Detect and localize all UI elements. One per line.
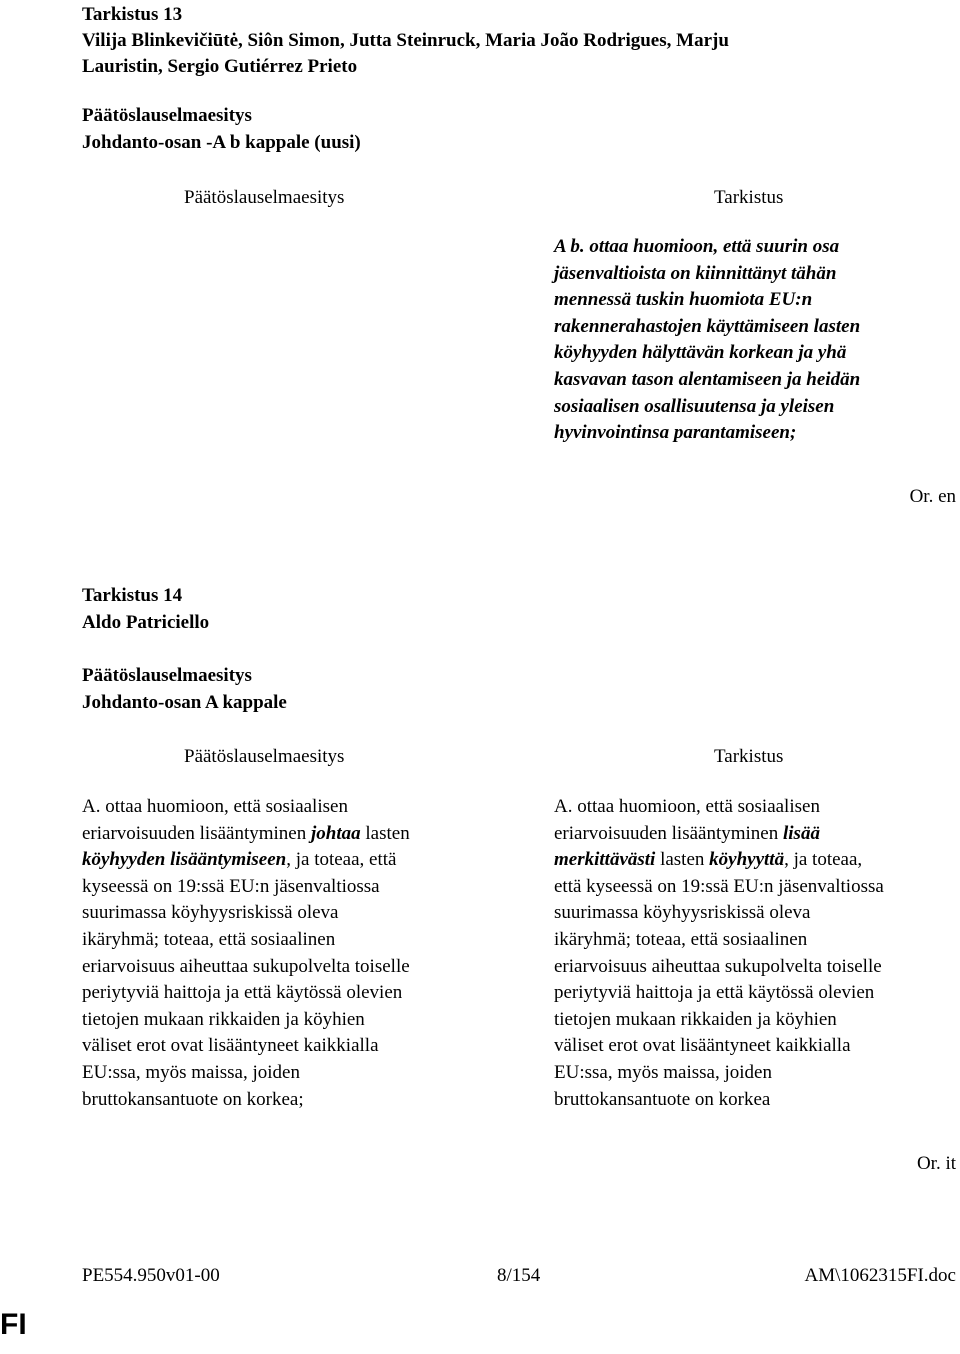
right-text-line: eriarvoisuus aiheuttaa sukupolvelta toiselle (554, 955, 882, 977)
left-text-line: bruttokansantuote on korkea; (82, 1088, 304, 1110)
amendment-13-right-line: mennessä tuskin huomiota EU:n (554, 289, 813, 311)
amendment-14-left-text (82, 794, 410, 1113)
left-text-line: suurimassa köyhyysriskissä oleva (82, 902, 339, 924)
right-text-line: väliset erot ovat lisääntyneet kaikkialla (554, 1035, 851, 1057)
left-text-line: periytyviä haittoja ja että käytössä olevien (82, 982, 403, 1004)
left-text-line: eriarvoisuuden lisääntyminen johtaa lasten (82, 822, 410, 844)
amendment-14-right-header: Tarkistus (714, 746, 784, 767)
right-text-line: EU:ssa, myös maissa, joiden (554, 1061, 772, 1083)
left-text-line: tietojen mukaan rikkaiden ja köyhien (82, 1008, 365, 1030)
left-text-line: A. ottaa huomioon, että sosiaalisen (82, 796, 348, 817)
amendment-13-right-line: A b. ottaa huomioon, että suurin osa (554, 236, 840, 257)
amendment-13-right-line: jäsenvaltioista on kiinnittänyt tähän (554, 262, 837, 284)
amendment-13-right-line: köyhyyden hälyttävän korkean ja yhä (554, 342, 847, 364)
amendment-14-left-header: Päätöslauselmaesitys (184, 746, 345, 767)
inserted-text: köyhyyttä (709, 849, 785, 871)
amendment-13-right-header: Tarkistus (714, 187, 784, 208)
footer-file-name: AM\1062315FI.doc (804, 1265, 956, 1286)
amendment-13-doc-type: Päätöslauselmaesitys (82, 105, 252, 126)
language-code: FI (0, 1308, 27, 1341)
amendment-13-right-line: kasvavan tason alentamiseen ja heidän (554, 368, 861, 390)
inserted-text: merkittävästi (554, 849, 656, 871)
amendment-14-right-text (554, 794, 884, 1113)
right-text-line: bruttokansantuote on korkea (554, 1088, 771, 1110)
left-text-line: ikäryhmä; toteaa, että sosiaalinen (82, 928, 336, 950)
right-text-line: että kyseessä on 19:ssä EU:n jäsenvaltiossa (554, 875, 884, 897)
amendment-13-right-line: sosiaalisen osallisuutensa ja yleisen (554, 395, 835, 417)
amendment-14-original-language: Or. it (916, 1153, 956, 1174)
amendment-14-title: Tarkistus 14 (82, 585, 183, 606)
deleted-text: köyhyyden lisääntymiseen (82, 849, 287, 871)
amendment-13-right-line: hyvinvointinsa parantamiseen; (554, 422, 797, 444)
right-text-line: A. ottaa huomioon, että sosiaalisen (554, 796, 820, 817)
right-text-line: periytyviä haittoja ja että käytössä olevien (554, 982, 875, 1004)
amendment-14-author: Aldo Patriciello (82, 612, 210, 633)
amendment-14-location: Johdanto-osan A kappale (82, 692, 287, 713)
right-text-line: tietojen mukaan rikkaiden ja köyhien (554, 1008, 837, 1030)
left-text-line: väliset erot ovat lisääntyneet kaikkialla (82, 1035, 379, 1057)
footer-doc-ref: PE554.950v01-00 (82, 1265, 220, 1286)
amendment-13-right-text (554, 234, 860, 447)
amendment-13-location: Johdanto-osan -A b kappale (uusi) (82, 132, 361, 153)
right-text-line: merkittävästi lasten köyhyyttä, ja toteaa, (554, 849, 863, 871)
left-text-line: eriarvoisuus aiheuttaa sukupolvelta toiselle (82, 955, 410, 977)
right-text-line: suurimassa köyhyysriskissä oleva (554, 902, 811, 924)
amendment-13-title: Tarkistus 13 (82, 4, 183, 25)
amendment-13-authors-line2: Lauristin, Sergio Gutiérrez Prieto (82, 56, 358, 77)
inserted-text: lisää (783, 822, 820, 844)
amendment-13-authors-line1: Vilija Blinkevičiūtė, Siôn Simon, Jutta Steinruck, Maria João Rodrigues, Marju (82, 30, 729, 51)
left-text-line: köyhyyden lisääntymiseen, ja toteaa, että (82, 849, 397, 871)
amendment-14-doc-type: Päätöslauselmaesitys (82, 665, 252, 686)
amendment-13-right-line: rakennerahastojen käyttämiseen lasten (554, 315, 861, 337)
right-text-line: eriarvoisuuden lisääntyminen lisää (554, 822, 820, 844)
left-text-line: EU:ssa, myös maissa, joiden (82, 1061, 300, 1083)
amendment-13-original-language: Or. en (909, 486, 956, 507)
footer-page-number: 8/154 (497, 1265, 541, 1286)
amendment-13-left-header: Päätöslauselmaesitys (184, 187, 345, 208)
right-text-line: ikäryhmä; toteaa, että sosiaalinen (554, 928, 808, 950)
deleted-text: johtaa (311, 822, 361, 844)
left-text-line: kyseessä on 19:ssä EU:n jäsenvaltiossa (82, 875, 380, 897)
